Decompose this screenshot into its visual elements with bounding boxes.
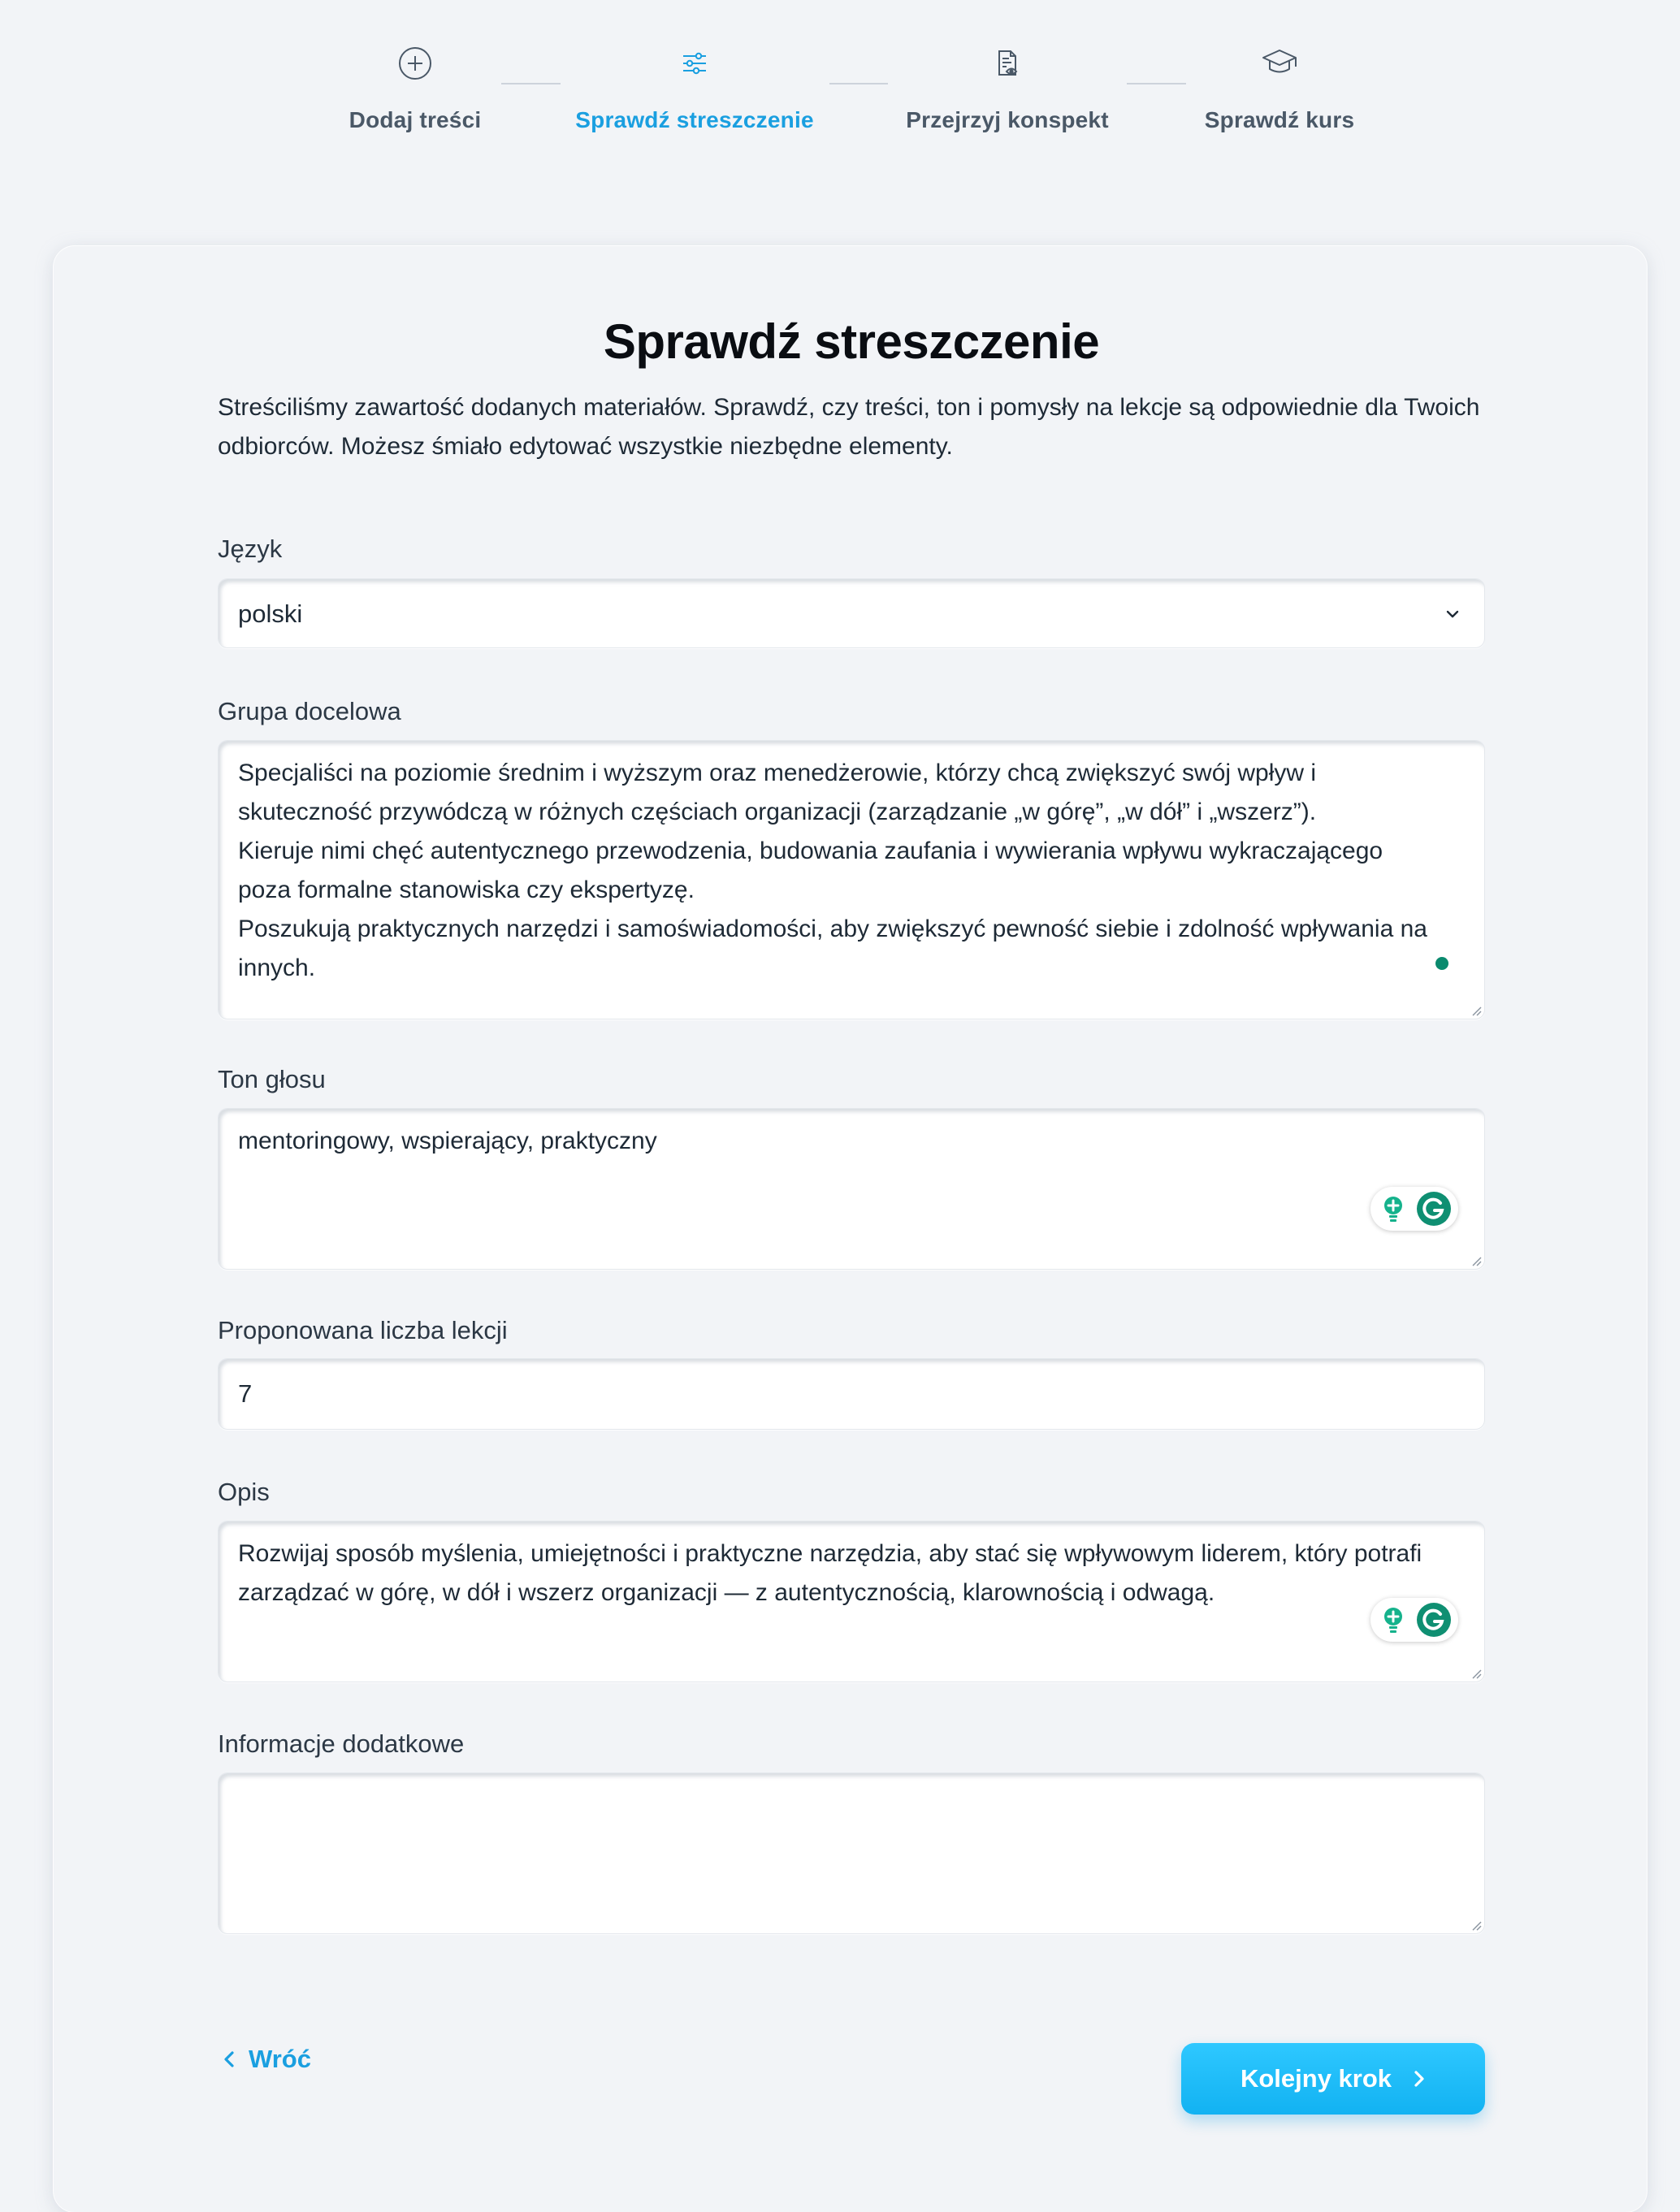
chevron-left-icon	[223, 2050, 236, 2069]
next-step-button[interactable]	[1181, 2043, 1485, 2115]
step-check-summary[interactable]	[548, 41, 841, 133]
target-group-text: Specjaliści na poziomie średnim i wyższym oraz menedżerowie, którzy chcą zwiększyć swój wpływ i skuteczność przywódczą w różnych częściach organizacji (zarządzanie „w górę”, „w dół” i „wszerz”). Kieruje nimi chęć autentycznego przewodzenia, budowania zaufania i wywierania wpływu wykraczającego poza formalne stanowiska czy ekspertyzę. Poszukują praktycznych narzędzi i samoświadomości, aby zwiększyć pewność siebie i zdolność wpływania na innych.	[238, 760, 1427, 981]
graduation-cap-icon	[1257, 41, 1302, 86]
grammarly-logo-icon	[1416, 1191, 1452, 1227]
progress-stepper	[0, 0, 1680, 162]
additional-info-textarea[interactable]	[218, 1773, 1485, 1934]
step-label: Sprawdź streszczenie	[575, 107, 814, 132]
step-label: Dodaj treści	[349, 107, 482, 132]
language-select[interactable]	[218, 578, 1485, 648]
tone-label: Ton głosu	[218, 1065, 326, 1093]
plus-circle-icon	[392, 41, 438, 86]
additional-info-label: Informacje dodatkowe	[218, 1729, 465, 1758]
tone-text: mentoringowy, wspierający, praktyczny	[238, 1128, 657, 1154]
description-label: Opis	[218, 1478, 270, 1506]
target-group-textarea[interactable]	[218, 740, 1485, 1019]
grammarly-widget[interactable]	[1370, 1598, 1458, 1642]
intro-text: Streściliśmy zawartość dodanych materiałów. Sprawdź, czy treści, ton i pomysły na lekcje są odpowiednie dla Twoich odbiorców. Możesz śmiało edytować wszystkie niezbędne elementy.	[218, 394, 1480, 460]
step-review-outline[interactable]	[861, 41, 1154, 133]
tone-textarea[interactable]	[218, 1108, 1485, 1270]
grammarly-widget[interactable]	[1370, 1187, 1458, 1231]
step-label: Przejrzyj konspekt	[906, 107, 1109, 132]
lesson-count-label: Proponowana liczba lekcji	[218, 1316, 508, 1344]
lightbulb-icon	[1380, 1194, 1406, 1223]
step-add-content[interactable]	[269, 41, 561, 133]
resize-handle-icon[interactable]	[1470, 1254, 1483, 1267]
lightbulb-icon	[1380, 1605, 1406, 1634]
language-label: Język	[218, 535, 283, 563]
target-group-label: Grupa docelowa	[218, 697, 401, 725]
step-label: Sprawdź kurs	[1204, 107, 1355, 132]
language-select-value: polski	[238, 600, 303, 628]
chevron-down-icon	[1445, 607, 1460, 621]
lesson-count-value: 7	[238, 1379, 253, 1408]
description-text: Rozwijaj sposób myślenia, umiejętności i praktyczne narzędzia, aby stać się wpływowym liderem, który potrafi zarządzać w górę, w dół i wszerz organizacji — z autentycznością, klarownością i odwagą.	[238, 1540, 1429, 1606]
next-step-button-label: Kolejny krok	[1240, 2064, 1392, 2093]
chevron-right-icon	[1413, 2069, 1426, 2089]
grammarly-logo-icon	[1416, 1602, 1452, 1638]
resize-handle-icon[interactable]	[1470, 1919, 1483, 1932]
back-button-label: Wróć	[249, 2045, 311, 2073]
sliders-icon	[672, 41, 717, 86]
back-button[interactable]	[223, 2043, 311, 2076]
document-eye-icon	[985, 41, 1030, 86]
resize-handle-icon[interactable]	[1470, 1667, 1483, 1680]
lesson-count-input[interactable]	[218, 1358, 1485, 1430]
step-check-course[interactable]	[1133, 41, 1426, 133]
grammarly-status-dot[interactable]	[1435, 957, 1448, 970]
page-title: Sprawdź streszczenie	[603, 314, 1100, 369]
description-textarea[interactable]	[218, 1521, 1485, 1682]
summary-card	[54, 246, 1647, 2212]
resize-handle-icon[interactable]	[1470, 1004, 1483, 1017]
